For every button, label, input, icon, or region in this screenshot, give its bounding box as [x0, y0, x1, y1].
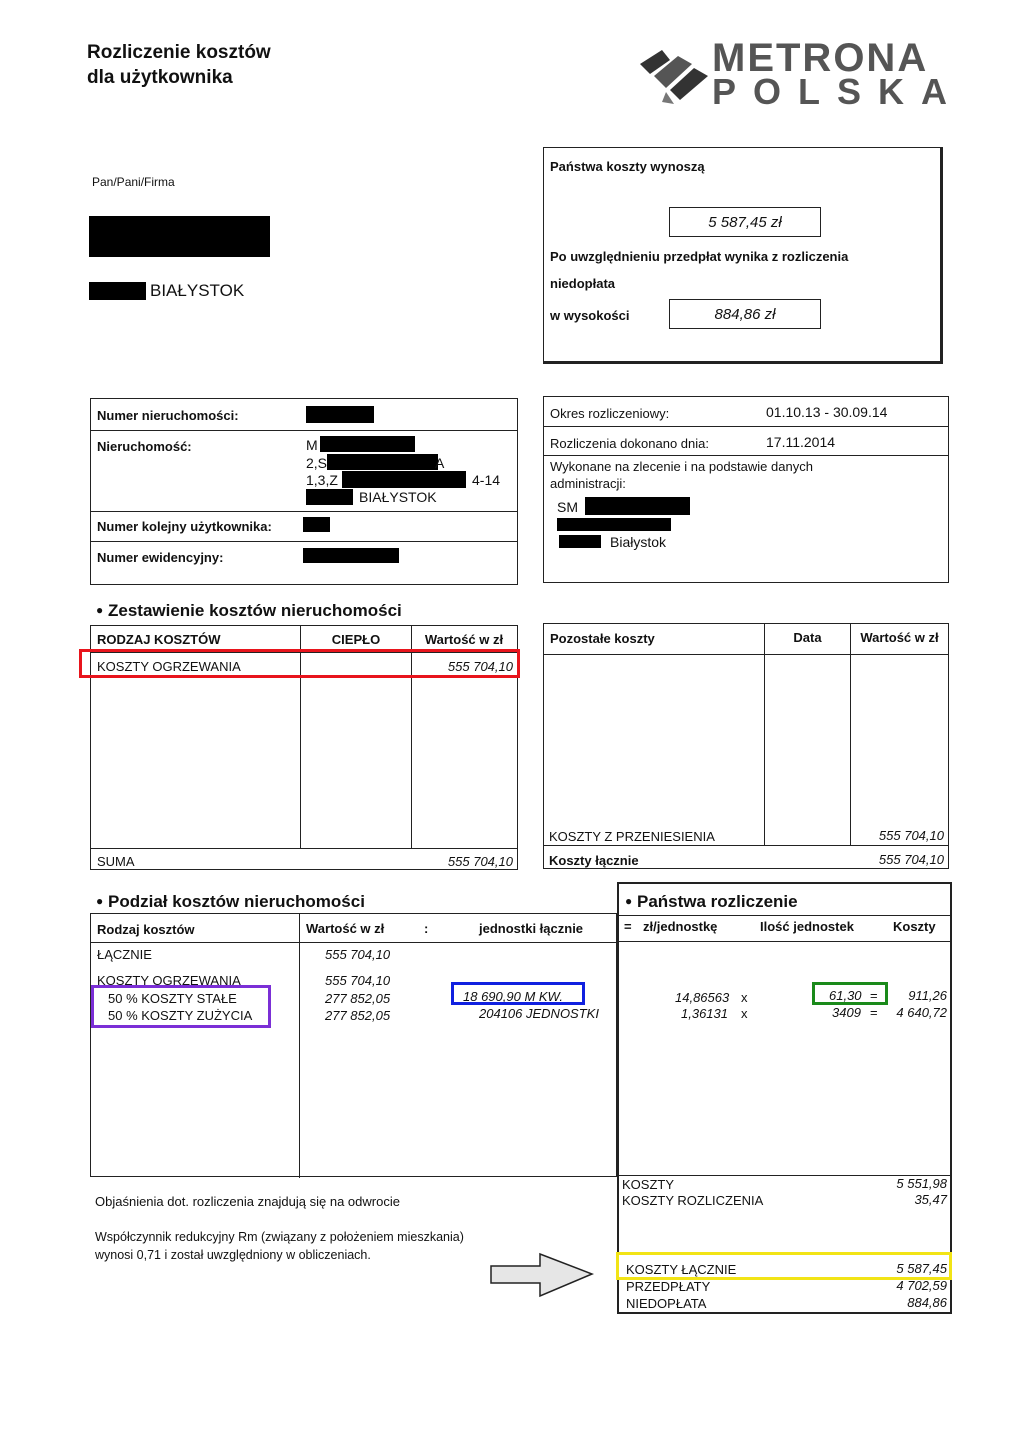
settlement-header-eq: =: [624, 919, 632, 934]
document-title: [87, 40, 271, 90]
division-section-title-text: Podział kosztów nieruchomości: [107, 892, 365, 911]
property-address-line3: 1,3,Z: [306, 472, 338, 488]
settlement-header-cost: Koszty: [893, 919, 936, 934]
division-header-type: Rodzaj kosztów: [97, 922, 195, 937]
settlement-title-text: Państwa rozliczenie: [636, 892, 798, 911]
amount-value-box: [669, 299, 821, 329]
costs-label: Państwa koszty wynoszą: [550, 159, 705, 174]
highlight-blue: [451, 982, 585, 1005]
row1-x: x: [741, 990, 748, 1005]
division-header-value: Wartość w zł: [306, 921, 385, 936]
costs-value: 5 587,45 zł: [708, 214, 782, 231]
settlement-total-value: 5 587,45: [896, 1261, 947, 1276]
other-header-value: Wartość w zł: [860, 630, 939, 645]
bullet-icon: ●: [96, 603, 104, 617]
costs-row-value: 555 704,10: [447, 659, 513, 674]
period-label: Okres rozliczeniowy:: [550, 406, 670, 421]
underpayment-label: niedopłata: [550, 276, 616, 291]
division-fixed-units: 18 690,90 M KW.: [463, 989, 563, 1004]
other-header-date: Data: [793, 630, 822, 645]
metrona-logo-mark-icon: [636, 42, 714, 106]
done-date-label: Rozliczenia dokonano dnia:: [550, 436, 709, 451]
settlement-underpay-label: NIEDOPŁATA: [626, 1296, 707, 1311]
other-costs-table: [543, 623, 949, 869]
metrona-logo: [636, 36, 976, 112]
postal-code-redaction: [89, 282, 146, 300]
registry-number-redaction: [303, 548, 399, 563]
costs-sum-label: SUMA: [97, 854, 135, 869]
costs-header-value: Wartość w zł: [424, 632, 504, 647]
coefficient-note-line1: Współczynnik redukcyjny Rm (związany z położeniem mieszkania): [95, 1230, 464, 1244]
after-prepayments-label: Po uwzględnieniu przedpłat wynika z rozliczenia: [550, 249, 849, 264]
settlement-costs-label: KOSZTY: [622, 1177, 675, 1192]
total-costs-label: Koszty łącznie: [549, 853, 639, 868]
admin-redaction-3: [559, 535, 601, 548]
row1-cost: 911,26: [908, 988, 947, 1003]
property-number-redaction: [306, 406, 374, 423]
property-address-line1: M: [306, 437, 318, 453]
coefficient-note-line2: wynosi 0,71 i został uwzględniony w obliczeniach.: [95, 1248, 371, 1262]
admin-redaction-2: [557, 518, 671, 531]
division-header-units: jednostki łącznie: [479, 921, 584, 936]
division-usage-value: 277 852,05: [325, 1008, 391, 1023]
row2-x: x: [741, 1006, 748, 1021]
address-redaction-1: [320, 436, 415, 452]
other-header-type: Pozostałe koszty: [550, 631, 655, 646]
title-line-1: Rozliczenie kosztów: [87, 42, 271, 63]
settlement-underpay-value: 884,86: [907, 1295, 947, 1310]
settlement-header-qty: Ilość jednostek: [760, 919, 854, 934]
costs-section-title-text: Zestawienie kosztów nieruchomości: [107, 601, 402, 620]
total-costs-value: 555 704,10: [878, 852, 944, 867]
costs-header-heat: CIEPŁO: [331, 632, 381, 647]
division-usage-label: 50 % KOSZTY ZUŻYCIA: [108, 1008, 253, 1023]
settlement-header-rate: zł/jednostkę: [643, 919, 718, 934]
row2-rate: 1,36131: [681, 1006, 728, 1021]
costs-sum-value: 555 704,10: [447, 854, 513, 869]
bullet-icon: ●: [625, 894, 633, 908]
explanation-note: Objaśnienia dot. rozliczenia znajdują się na odwrocie: [95, 1194, 400, 1209]
amount-value: 884,86 zł: [714, 306, 776, 323]
division-header-colon: :: [424, 921, 429, 936]
user-number-label: Numer kolejny użytkownika:: [97, 519, 272, 534]
division-total-value: 555 704,10: [325, 947, 391, 962]
summary-box: [543, 147, 943, 364]
costs-header-type: RODZAJ KOSZTÓW: [97, 632, 221, 647]
address-redaction-2: [327, 454, 438, 470]
admin-city: Białystok: [610, 534, 667, 550]
transfer-costs-value: 555 704,10: [878, 828, 944, 843]
costs-section-title: [96, 601, 402, 621]
division-heating-label: KOSZTY OGRZEWANIA: [97, 973, 241, 988]
row2-qty: 3409: [832, 1005, 861, 1020]
highlight-green: [812, 982, 888, 1005]
settlement-costs-value: 5 551,98: [896, 1176, 947, 1191]
bullet-icon: ●: [96, 894, 104, 908]
costs-value-box: [669, 207, 821, 237]
arrow-right-icon: [488, 1250, 598, 1300]
row2-cost: 4 640,72: [896, 1005, 947, 1020]
division-heating-value: 555 704,10: [325, 973, 391, 988]
property-label: Nieruchomość:: [97, 439, 192, 454]
logo-text-metrona: METRONA: [712, 36, 929, 80]
division-fixed-label: 50 % KOSZTY STAŁE: [108, 991, 237, 1006]
user-number-redaction: [303, 517, 330, 532]
property-address-line2: 2,S: [306, 455, 328, 471]
ordered-label-2: administracji:: [550, 476, 626, 491]
coefficient-note: [95, 1228, 464, 1264]
highlight-yellow: [616, 1252, 952, 1280]
settlement-fee-value: 35,47: [914, 1192, 947, 1207]
admin-redaction-1: [585, 497, 690, 515]
highlight-red: [79, 649, 520, 678]
settlement-title: [625, 892, 798, 912]
amount-label: w wysokości: [550, 308, 630, 323]
division-usage-units: 204106 JEDNOSTKI: [479, 1006, 599, 1021]
property-city: BIAŁYSTOK: [359, 489, 437, 505]
transfer-costs-label: KOSZTY Z PRZENIESIENIA: [549, 829, 715, 844]
settlement-prepay-value: 4 702,59: [896, 1278, 947, 1293]
division-fixed-value: 277 852,05: [325, 991, 391, 1006]
settlement-total-label: KOSZTY ŁĄCZNIE: [626, 1262, 737, 1277]
property-address-line3-end: 4-14: [472, 472, 501, 488]
property-number-label: Numer nieruchomości:: [97, 408, 239, 423]
recipient-city: BIAŁYSTOK: [150, 281, 245, 300]
row1-rate: 14,86563: [675, 990, 730, 1005]
property-address-line2-end: A: [435, 455, 445, 471]
done-date-value: 17.11.2014: [766, 434, 836, 450]
address-redaction-4: [306, 489, 353, 505]
highlight-purple: [91, 985, 271, 1028]
division-section-title: [96, 892, 365, 912]
period-box: [543, 396, 949, 583]
period-value: 01.10.13 - 30.09.14: [766, 404, 888, 420]
settlement-fee-label: KOSZTY ROZLICZENIA: [622, 1193, 764, 1208]
title-line-2: dla użytkownika: [87, 67, 233, 88]
row1-qty: 61,30: [829, 988, 862, 1003]
settlement-box: [617, 882, 952, 1314]
division-total-label: ŁĄCZNIE: [97, 947, 152, 962]
recipient-label: Pan/Pani/Firma: [92, 175, 175, 189]
ordered-label-1: Wykonane na zlecenie i na podstawie danych: [550, 459, 813, 474]
costs-row-label: KOSZTY OGRZEWANIA: [97, 659, 241, 674]
division-table: [90, 913, 617, 1177]
settlement-prepay-label: PRZEDPŁATY: [626, 1279, 711, 1294]
address-redaction-3: [342, 471, 466, 488]
registry-number-label: Numer ewidencyjny:: [97, 550, 224, 565]
property-box: [90, 398, 518, 585]
admin-line-1: SM: [557, 499, 578, 515]
row2-eq: =: [870, 1005, 878, 1020]
logo-text-polska: POLSKA: [712, 71, 965, 112]
recipient-name-redaction: [89, 216, 270, 257]
row1-eq: =: [870, 988, 878, 1003]
